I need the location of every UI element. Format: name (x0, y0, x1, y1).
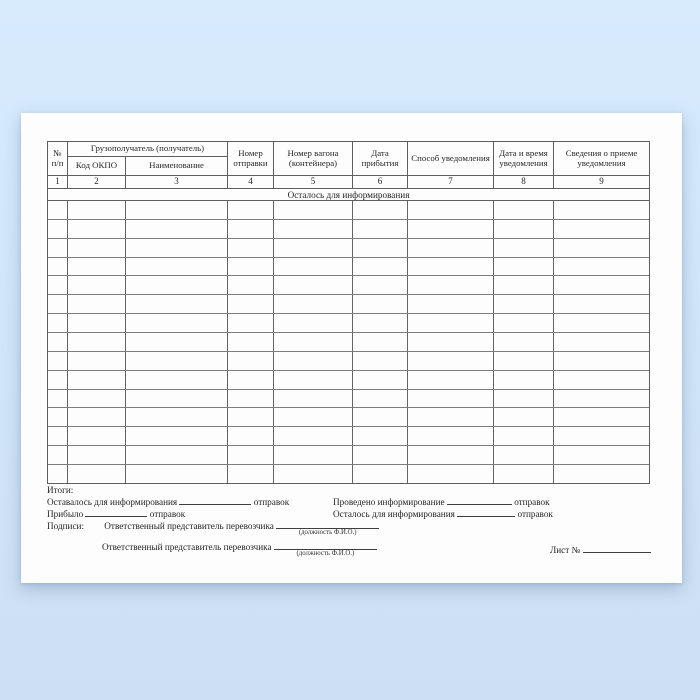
table-cell (228, 276, 274, 294)
table-cell (48, 465, 68, 483)
column-number-cell: 4 (228, 176, 274, 188)
table-cell (408, 295, 494, 313)
table-cell (494, 408, 554, 426)
table-cell (554, 427, 649, 445)
table-cell (68, 465, 126, 483)
table-cell (353, 333, 408, 351)
col-header-notification-receipt (554, 142, 649, 176)
table-cell (228, 408, 274, 426)
column-number-cell: 9 (599, 176, 604, 187)
table-cell (68, 408, 126, 426)
column-number-cell: 8 (494, 176, 554, 188)
table-row (48, 408, 649, 427)
position-name-caption: (должность Ф.И.О.) (298, 529, 357, 536)
table-cell (274, 258, 353, 276)
table-cell (48, 427, 68, 445)
table-cell (353, 295, 408, 313)
table-row (48, 220, 649, 239)
table-cell (228, 446, 274, 464)
blank-line (85, 508, 147, 517)
table-cell (126, 465, 228, 483)
table-cell (68, 314, 126, 332)
table-cell (494, 371, 554, 389)
col-header-line: уведомления (577, 157, 626, 168)
table-cell (554, 258, 649, 276)
carrier-representative-signature (47, 519, 379, 536)
table-cell (274, 427, 353, 445)
table-cell (48, 333, 68, 351)
table-cell (126, 201, 228, 219)
col-header-line: уведомления (499, 157, 548, 168)
position-name-caption: (должность Ф.И.О.) (296, 550, 355, 557)
table-row (48, 352, 649, 371)
table-cell (353, 427, 408, 445)
table-cell (228, 427, 274, 445)
arrived-line (47, 508, 185, 519)
table-cell (494, 314, 554, 332)
table-cell (353, 408, 408, 426)
table-cell (48, 390, 68, 408)
remaining-band (48, 188, 649, 201)
column-number-cell: 2 (68, 176, 126, 188)
table-cell (408, 446, 494, 464)
form-footer (47, 485, 650, 577)
table-cell (228, 295, 274, 313)
table-row (48, 371, 649, 390)
footer-text: Прибыло (47, 508, 84, 519)
table-cell (274, 333, 353, 351)
table-cell (408, 427, 494, 445)
table-cell (228, 465, 274, 483)
table-cell (554, 465, 649, 483)
table-cell (48, 220, 68, 238)
signatures-label: Подписи: (47, 521, 85, 531)
footer-text: Осталось для информирования (333, 508, 455, 519)
table-cell (126, 390, 228, 408)
table-cell (126, 220, 228, 238)
table-cell (68, 220, 126, 238)
table-cell (68, 371, 126, 389)
table-cell (126, 239, 228, 257)
table-cell (48, 295, 68, 313)
table-cell (48, 408, 68, 426)
footer-text: отправок (517, 508, 553, 519)
table-row (48, 276, 649, 295)
table-cell (274, 390, 353, 408)
table-cell (554, 446, 649, 464)
col-header-line: Номер (238, 148, 263, 158)
paper-sheet (21, 113, 682, 583)
table-cell (353, 201, 408, 219)
column-number-cell: 6 (353, 176, 408, 188)
remaining-band-label: Осталось для информирования (287, 189, 410, 200)
table-cell (126, 371, 228, 389)
blank-line (457, 508, 515, 517)
table-cell (554, 239, 649, 257)
table-row (48, 295, 649, 314)
table-cell (274, 314, 353, 332)
table-row (48, 314, 649, 333)
col-header-line: № (53, 148, 62, 158)
table-row (48, 258, 649, 277)
table-cell (228, 371, 274, 389)
blank-line (583, 544, 651, 553)
table-cell (274, 408, 353, 426)
table-cell (408, 390, 494, 408)
table-cell (68, 352, 126, 370)
table-row (48, 465, 649, 483)
table-cell (274, 276, 353, 294)
col-header-line: Сведения о приеме (565, 148, 638, 158)
remained-to-inform-line (47, 496, 289, 507)
table-cell (68, 390, 126, 408)
table-cell (353, 276, 408, 294)
totals-heading: Итоги: (47, 485, 74, 495)
table-cell (48, 258, 68, 276)
table-cell (68, 446, 126, 464)
table-cell (494, 390, 554, 408)
table-cell (554, 314, 649, 332)
table-cell (68, 258, 126, 276)
col-header-line: Способ уведомления (411, 152, 490, 163)
table-cell (408, 276, 494, 294)
table-cell (554, 220, 649, 238)
table-cell (494, 239, 554, 257)
table-cell (353, 220, 408, 238)
table-cell (554, 276, 649, 294)
table-cell (408, 201, 494, 219)
sheet-number-line (550, 544, 651, 555)
table-cell (48, 314, 68, 332)
notification-table (47, 141, 650, 484)
table-cell (68, 201, 126, 219)
table-cell (126, 258, 228, 276)
table-cell (126, 295, 228, 313)
signature-role-text: Ответственный представитель перевозчика (102, 542, 272, 552)
table-cell (274, 295, 353, 313)
table-row (48, 390, 649, 409)
table-cell (48, 201, 68, 219)
blank-line (179, 496, 251, 505)
table-cell (353, 371, 408, 389)
table-cell (48, 352, 68, 370)
table-header (48, 142, 649, 188)
table-cell (228, 352, 274, 370)
table-cell (126, 276, 228, 294)
table-cell (68, 276, 126, 294)
table-cell (274, 352, 353, 370)
table-cell (274, 371, 353, 389)
col-header-name (126, 157, 228, 176)
table-cell (554, 295, 649, 313)
table-cell (494, 446, 554, 464)
table-cell (353, 314, 408, 332)
table-cell (68, 333, 126, 351)
table-row (48, 201, 649, 220)
col-header-row-number (48, 142, 68, 176)
table-cell (408, 371, 494, 389)
table-cell (68, 427, 126, 445)
table-cell (353, 352, 408, 370)
column-number-cell: 1 (48, 176, 68, 188)
table-cell (408, 465, 494, 483)
col-header-line: п/п (51, 157, 64, 168)
table-row (48, 446, 649, 465)
table-body (48, 201, 649, 483)
left-to-inform-line (333, 508, 553, 519)
table-cell (48, 239, 68, 257)
table-row (48, 333, 649, 352)
col-header-line: Номер вагона (287, 148, 339, 158)
table-cell (68, 239, 126, 257)
table-cell (554, 390, 649, 408)
table-cell (274, 446, 353, 464)
column-number-cell: 3 (126, 176, 228, 188)
col-header-line: Дата (371, 148, 389, 158)
table-cell (353, 390, 408, 408)
table-cell (228, 333, 274, 351)
table-row (48, 239, 649, 258)
sheet-number-label: Лист № (550, 545, 581, 555)
table-cell (228, 390, 274, 408)
col-header-wagon-number (274, 142, 353, 176)
table-cell (228, 314, 274, 332)
table-cell (126, 446, 228, 464)
table-cell (408, 314, 494, 332)
table-cell (554, 408, 649, 426)
table-cell (126, 314, 228, 332)
table-cell (554, 201, 649, 219)
col-header-dispatch-number (228, 142, 274, 176)
footer-text: Оставалось для информирования (47, 497, 178, 507)
blank-line (274, 540, 377, 557)
table-cell (274, 201, 353, 219)
blank-line (276, 519, 379, 536)
table-cell (126, 427, 228, 445)
signature-role-text: Ответственный представитель перевозчика (104, 521, 274, 531)
col-header-line: Грузополучатель (получатель) (90, 143, 205, 154)
table-cell (353, 239, 408, 257)
table-cell (494, 201, 554, 219)
table-cell (126, 352, 228, 370)
table-cell (126, 333, 228, 351)
table-cell (228, 220, 274, 238)
col-header-notification-datetime (494, 142, 554, 176)
table-cell (494, 220, 554, 238)
table-cell (48, 446, 68, 464)
col-header-line: прибытия (361, 157, 399, 168)
table-cell (353, 446, 408, 464)
footer-text: отправок (253, 497, 290, 507)
footer-text: отправок (514, 497, 550, 507)
col-header-line: Дата и время (499, 148, 548, 158)
table-cell (494, 295, 554, 313)
blank-line (447, 496, 512, 505)
table-cell (494, 258, 554, 276)
table-cell (353, 258, 408, 276)
table-cell (494, 333, 554, 351)
table-cell (48, 276, 68, 294)
table-cell (228, 258, 274, 276)
col-header-line: Код ОКПО (75, 160, 118, 171)
table-cell (494, 352, 554, 370)
table-cell (408, 220, 494, 238)
table-cell (228, 201, 274, 219)
informed-line (333, 496, 550, 507)
table-cell (494, 427, 554, 445)
table-cell (494, 465, 554, 483)
table-cell (126, 408, 228, 426)
col-header-line: Наименование (149, 160, 204, 171)
table-cell (408, 239, 494, 257)
footer-text: отправок (149, 508, 186, 519)
table-cell (408, 333, 494, 351)
col-header-arrival-date (353, 142, 408, 176)
table-cell (228, 239, 274, 257)
table-cell (408, 408, 494, 426)
column-number-cell: 5 (274, 176, 353, 188)
table-cell (274, 465, 353, 483)
col-header-notification-method (408, 142, 494, 176)
table-cell (274, 239, 353, 257)
table-cell (554, 371, 649, 389)
table-cell (554, 352, 649, 370)
col-header-line: отправки (233, 157, 268, 168)
table-cell (48, 371, 68, 389)
table-cell (408, 352, 494, 370)
col-header-okpo-code (68, 157, 126, 176)
table-cell (408, 258, 494, 276)
footer-text: Проведено информирование (333, 497, 445, 507)
col-header-line: (контейнера) (288, 157, 338, 168)
table-cell (554, 333, 649, 351)
table-row (48, 427, 649, 446)
table-cell (274, 220, 353, 238)
col-header-consignee-group (68, 142, 228, 157)
table-cell (494, 276, 554, 294)
table-cell (353, 465, 408, 483)
carrier-representative-signature (102, 540, 377, 557)
table-cell (68, 295, 126, 313)
column-number-cell: 7 (408, 176, 494, 188)
